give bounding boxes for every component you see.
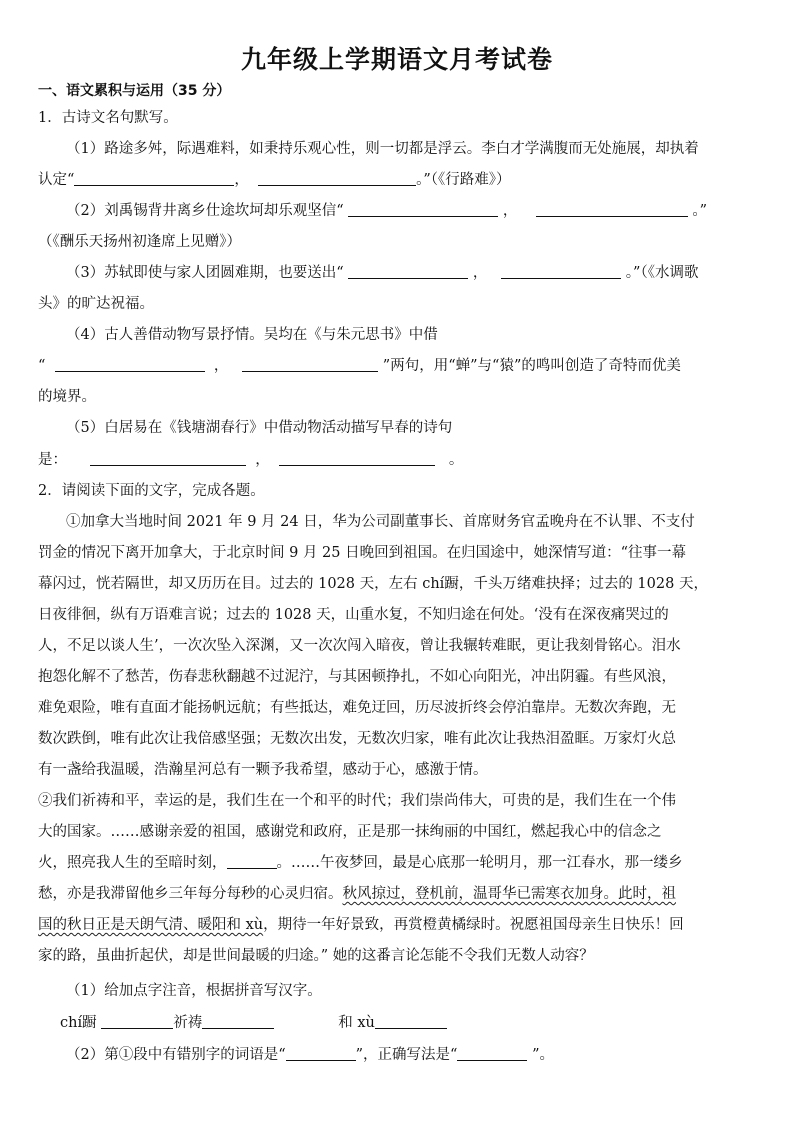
passage-para1-line: 幕闪过，恍若隔世，却又历历在目。过去的 1028 天，左右 chí蹰，千头万绪难抉择；过去的 1028 天， <box>38 576 708 592</box>
page-title: 九年级上学期语文月考试卷 <box>240 45 553 74</box>
passage-para2-line: 家的路，虽曲折起伏，却是世间最暖的归途。” 她的这番言论怎能不令我们无数人动容？ <box>38 948 594 964</box>
answer-blank[interactable] <box>457 1046 527 1061</box>
passage-para1-line: 数次跌倒，唯有此次让我倍感坚强；无数次出发，无数次归家，唯有此次让我热泪盈眶。万家灯火总 <box>38 731 676 747</box>
question-1-stem: 1．古诗文名句默写。 <box>38 110 178 126</box>
answer-blank[interactable] <box>286 1046 356 1061</box>
q1-item4-line2: “ ， ”两句，用“蝉”与“猿”的鸣叫创造了奇特而优美 <box>38 358 681 374</box>
answer-blank[interactable] <box>258 171 416 186</box>
q1-item5-line1: （5）白居易在《钱塘湖春行》中借动物活动描写早春的诗句 <box>66 420 453 436</box>
q2-sub1-answers: chí蹰 祈祷 和 xù <box>60 1013 447 1033</box>
passage-para1-line: 难免艰险，唯有直面才能扬帆远航；有些抵达，难免迂回，历尽波折终会停泊靠岸。无数次奔跑，无 <box>38 700 676 716</box>
section-heading: 一、语文累积与运用（35 分） <box>38 83 231 99</box>
q1-item1-line1: （1）路途多舛，际遇难料，如秉持乐观心性，则一切都是浮云。李白才学满腹而无处施展，却执着 <box>66 141 699 157</box>
q2-sub2-prompt: （2）第①段中有错别字的词语是“ ”，正确写法是“ ”。 <box>66 1047 554 1063</box>
passage-para2-line: 火，照亮我人生的至暗时刻， 。……午夜梦回，最是心底那一轮明月，那一江春水，那一缕乡 <box>38 855 683 871</box>
answer-blank[interactable] <box>536 202 688 217</box>
q1-item3-line1: （3）苏轼即使与家人团圆难期，也要送出“ ， 。”（《水调歌 <box>66 265 699 281</box>
answer-blank[interactable] <box>227 854 277 869</box>
wavy-underlined-text: 秋风掠过，登机前，温哥华已需寒衣加身。此时，祖 <box>342 886 676 902</box>
q1-item5-line2: 是： ， 。 <box>38 452 464 468</box>
answer-blank[interactable] <box>242 357 378 372</box>
passage-para1-line: 日夜徘徊，纵有万语难言说；过去的 1028 天，山重水复，不知归途在何处。‘没有在深夜痛哭过的 <box>38 607 669 623</box>
answer-blank[interactable] <box>74 171 234 186</box>
passage-para1-line: 有一盏给我温暖，浩瀚星河总有一颗予我希望，感动于心，感激于情。 <box>38 762 488 778</box>
passage-para2-line: 大的国家。……感谢亲爱的祖国，感谢党和政府，正是那一抹绚丽的中国红，燃起我心中的信念之 <box>38 824 662 840</box>
q1-item2-line1: （2）刘禹锡背井离乡仕途坎坷却乐观坚信“ ， 。” <box>66 203 708 219</box>
q2-sub1-prompt: （1）给加点字注音，根据拼音写汉字。 <box>66 983 322 999</box>
passage-para2-line: 国的秋日正是天朗气清、暖阳和 xù，期待一年好景致，再赏橙黄橘绿时。祝愿祖国母亲生日快乐！回 <box>38 917 684 933</box>
q1-item4-line3: 的境界。 <box>38 389 96 405</box>
passage-para1-line: 罚金的情况下离开加拿大，于北京时间 9 月 25 日晚回到祖国。在归国途中，她深情写道：“往事一幕 <box>38 545 687 561</box>
q1-item4-line1: （4）古人善借动物写景抒情。吴均在《与朱元思书》中借 <box>66 327 438 343</box>
q1-item3-line2: 头》的旷达祝福。 <box>38 296 154 312</box>
answer-blank[interactable] <box>348 202 498 217</box>
passage-para2-line: 愁，亦是我滞留他乡三年每分每秒的心灵归宿。秋风掠过，登机前，温哥华已需寒衣加身。此时，祖 <box>38 886 676 902</box>
answer-blank[interactable] <box>55 357 205 372</box>
answer-blank[interactable] <box>101 1014 173 1029</box>
answer-blank[interactable] <box>501 264 621 279</box>
passage-para1-line: ①加拿大当地时间 2021 年 9 月 24 日，华为公司副董事长、首席财务官孟晚舟在不认罪、不支付 <box>66 514 695 530</box>
q1-item2-line2: （《酬乐天扬州初逢席上见赠》） <box>38 234 241 250</box>
answer-blank[interactable] <box>375 1014 447 1029</box>
answer-blank[interactable] <box>279 451 435 466</box>
passage-para1-line: 人，不足以谈人生’，一次次坠入深渊，又一次次闯入暗夜，曾让我辗转难眠，更让我刻骨铭心。泪水 <box>38 638 681 654</box>
answer-blank[interactable] <box>202 1014 274 1029</box>
answer-blank[interactable] <box>348 264 468 279</box>
q1-item1-line2: 认定“ ， 。”（《行路难》） <box>38 172 511 188</box>
wavy-underlined-text: 国的秋日正是天朗气清、暖阳和 xù <box>38 917 264 933</box>
answer-blank[interactable] <box>90 451 246 466</box>
question-2-stem: 2．请阅读下面的文字，完成各题。 <box>38 483 265 499</box>
passage-para1-line: 抱怨化解不了愁苦，伤春悲秋翻越不过泥泞，与其困顿挣扎，不如心向阳光，冲出阴霾。有些风浪， <box>38 669 676 685</box>
passage-para2-line: ②我们祈祷和平，幸运的是，我们生在一个和平的时代；我们崇尚伟大，可贵的是，我们生在一个伟 <box>38 793 676 809</box>
